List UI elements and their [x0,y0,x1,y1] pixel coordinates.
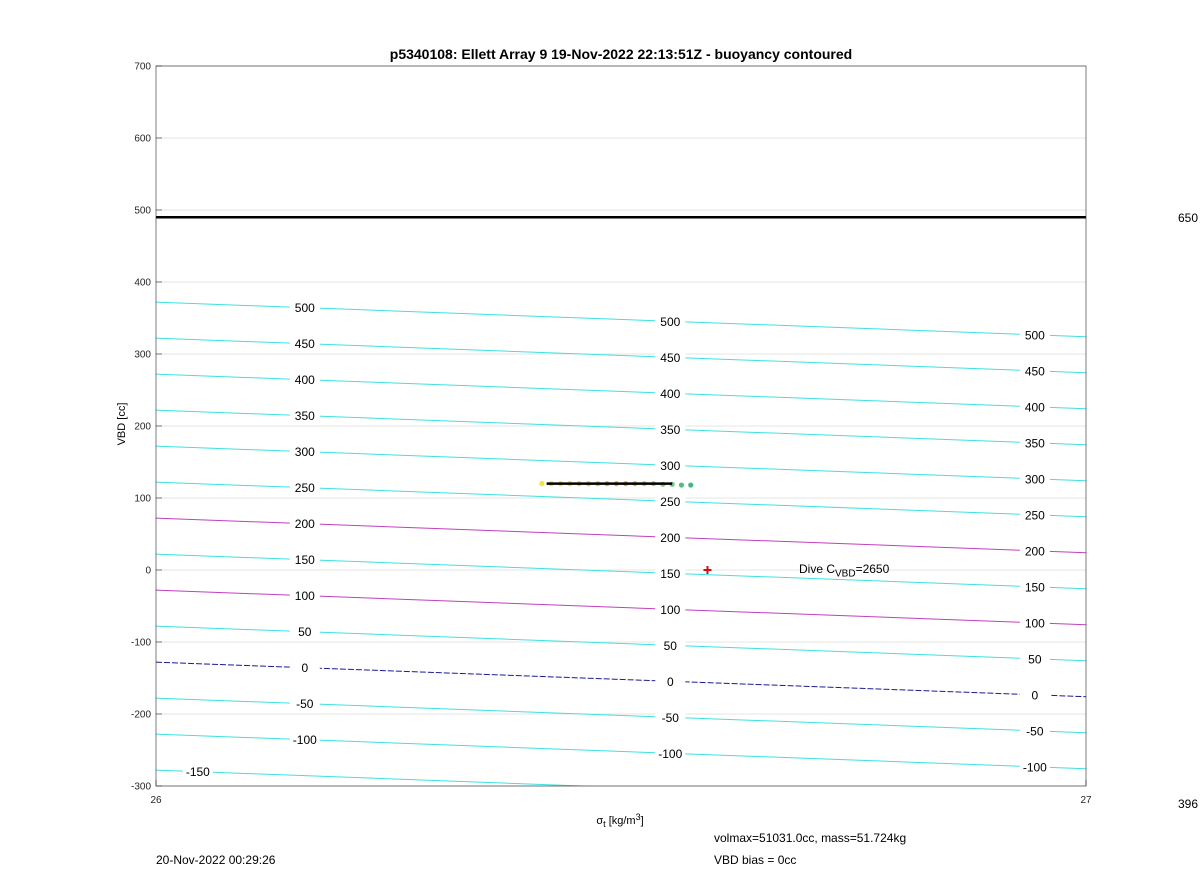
contour-label: 100 [1024,616,1045,631]
side-value-bottom: 396 [1178,797,1199,811]
x-tick-label: 26 [150,795,162,806]
y-axis-label: VBD [cc] [116,402,128,446]
dive-point [688,482,693,487]
contour-label: 250 [660,494,681,509]
contour-label: -50 [1026,724,1044,739]
contour-label: 300 [1024,472,1045,487]
contour-label: 150 [294,553,315,568]
x-axis-label [520,812,720,829]
contour-label: 200 [294,517,315,532]
volmax-mass-text: volmax=51031.0cc, mass=51.724kg [714,831,907,845]
y-tick-label: 500 [134,205,151,217]
side-value-top: 650 [1178,211,1199,225]
contour-label: 300 [660,458,681,473]
contour-label: 400 [660,386,681,401]
contour-label: 400 [1024,400,1045,415]
grid-lines [156,66,1086,786]
contour-label: 150 [660,566,681,581]
dive-point [539,481,544,486]
vbd-bias-text: VBD bias = 0cc [714,853,797,867]
contour-label: 450 [1024,364,1045,379]
contour-label: 100 [660,602,681,617]
contour-label: 0 [666,674,674,689]
contour-label: 50 [1028,652,1042,667]
contour-label: 0 [301,661,309,676]
y-tick-label: 100 [134,493,151,505]
contour-label: 200 [660,530,681,545]
contour-label: 300 [294,445,315,460]
contour-label: -100 [658,746,683,761]
y-tick-label: 700 [134,61,151,73]
contour-label: -100 [1022,760,1047,775]
y-tick-label: -200 [130,709,151,721]
y-tick-label: 200 [134,421,151,433]
contour-label: 0 [1031,688,1039,703]
contour-label: 450 [294,337,315,352]
y-tick-label: 300 [134,349,151,361]
x-axis-units-sup: 3 [635,812,641,822]
contour-label: -50 [296,697,314,712]
y-tick-label: 0 [145,565,151,577]
chart-title: p5340108: Ellett Array 9 19-Nov-2022 22:13:51Z - buoyancy contoured [389,46,853,62]
contour-label: 200 [1024,544,1045,559]
contour-label: 500 [294,301,315,316]
contour-label: -150 [185,765,210,780]
y-tick-label: -100 [130,637,151,649]
x-axis-units: [kg/m [608,815,636,827]
dive-label-suffix: =2650 [855,562,890,576]
y-tick-label: -300 [130,781,151,793]
contour-label: -100 [292,733,317,748]
contour-label: -50 [661,710,679,725]
contour-label: 100 [294,589,315,604]
contour-label: 350 [294,409,315,424]
contour-label: 150 [1024,580,1045,595]
contour-label: 250 [1024,508,1045,523]
timestamp: 20-Nov-2022 00:29:26 [156,853,276,867]
contour-label: 50 [298,625,312,640]
dive-label-prefix: Dive C [799,562,836,576]
contour-label: 350 [1024,436,1045,451]
x-axis-units-close: ] [640,815,644,827]
contour-label: 400 [294,373,315,388]
dive-label-sub: VBD [835,568,856,580]
dive-cvbd-label [799,562,889,579]
y-tick-label: 400 [134,277,151,289]
contour-label: 500 [1024,328,1045,343]
dive-point [679,482,684,487]
contour-label: 500 [660,314,681,329]
x-axis-sigma: σ [596,815,604,827]
x-tick-label: 27 [1080,795,1092,806]
contour-label: 450 [660,350,681,365]
contour-label: 250 [294,481,315,496]
contour-label: 350 [660,422,681,437]
contour-label: 50 [663,638,677,653]
x-axis-sigma-sub: t [603,819,606,829]
y-tick-label: 600 [134,133,151,145]
